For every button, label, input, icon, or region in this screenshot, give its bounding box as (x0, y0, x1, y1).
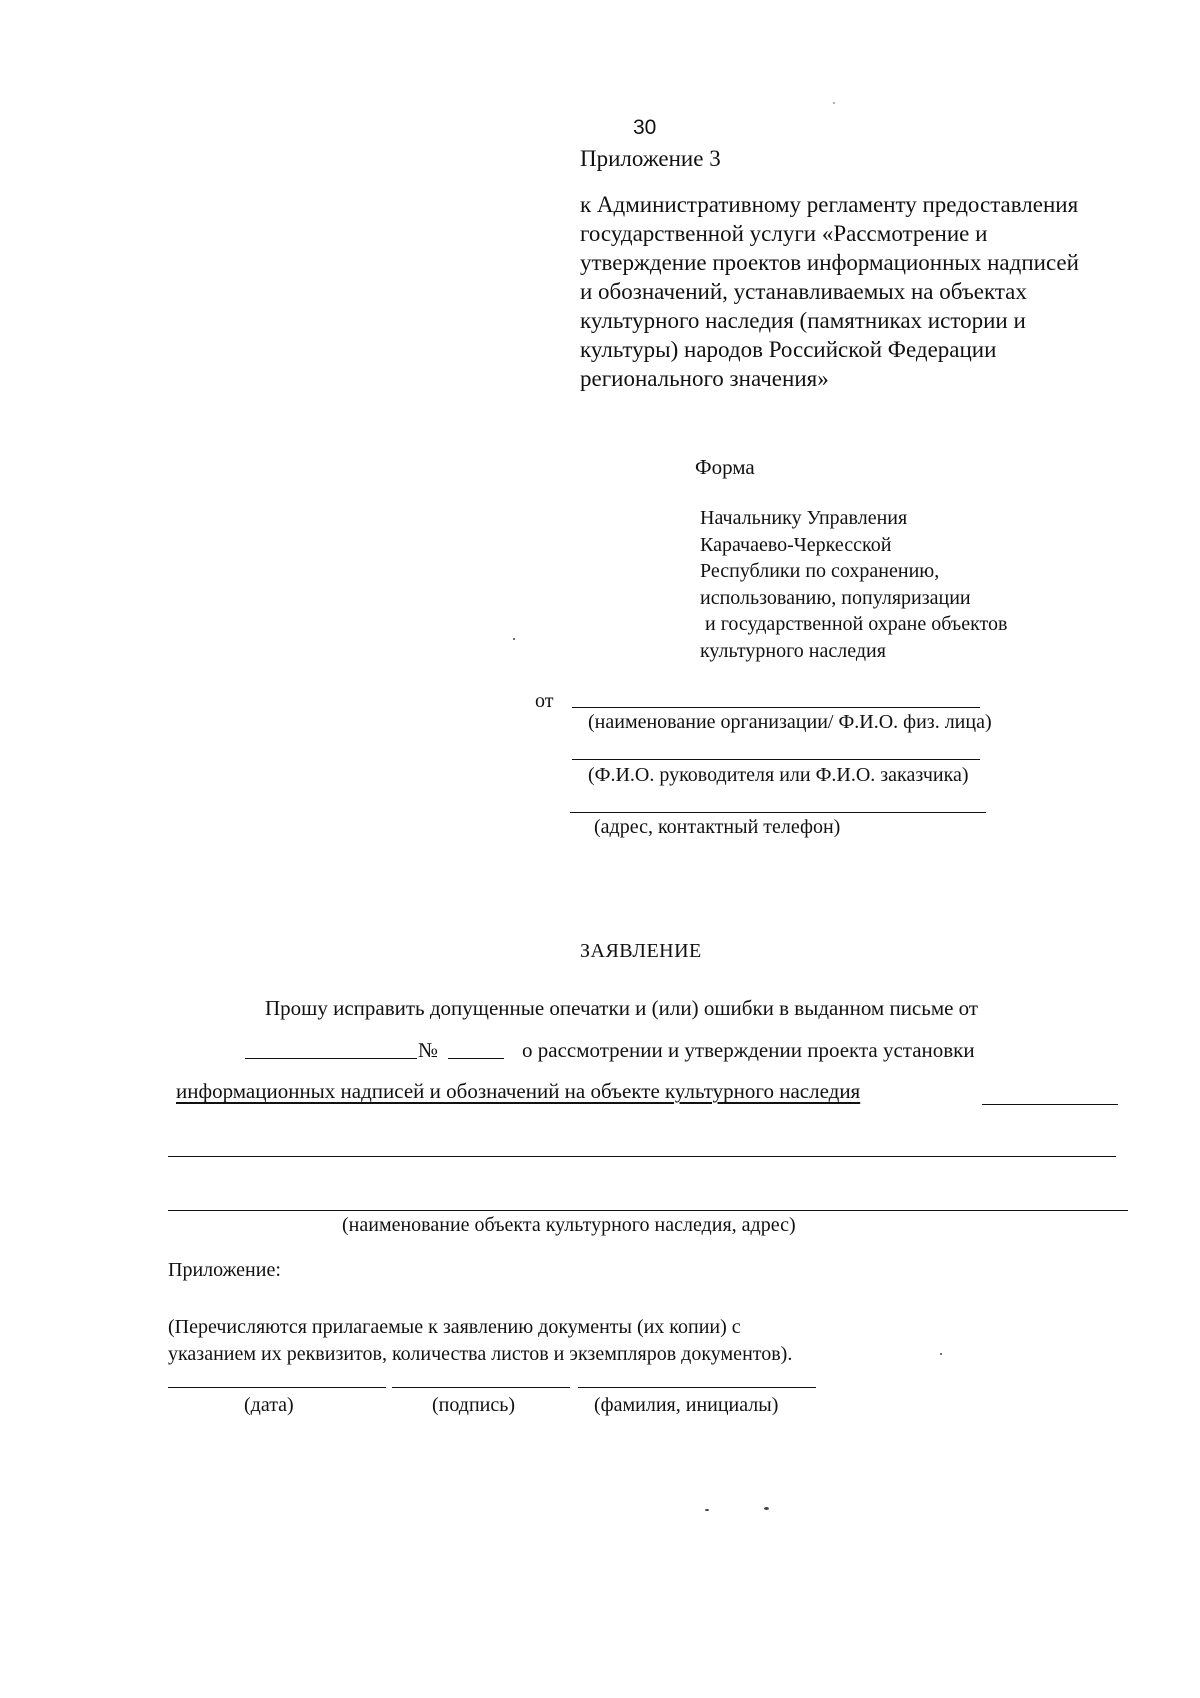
addressee-line: культурного наследия (700, 639, 886, 662)
annex-line: культурного наследия (памятниках истории и (580, 308, 1026, 333)
annex-line: государственной услуги «Рассмотрение и (580, 221, 988, 246)
addressee-line: и государственной охране объектов (700, 613, 1008, 635)
page-number: 30 (633, 116, 657, 139)
sender-org-field[interactable] (572, 707, 980, 708)
scan-speck (940, 1353, 942, 1355)
annex-line: и обозначений, устанавливаемых на объектах (580, 279, 1027, 304)
sender-address-field[interactable] (570, 812, 986, 813)
sender-address-caption: (адрес, контактный телефон) (594, 816, 841, 838)
statement-title: ЗАЯВЛЕНИЕ (580, 940, 702, 962)
addressee-block (700, 505, 1007, 664)
letter-date-field[interactable] (245, 1058, 417, 1059)
object-address-field[interactable] (168, 1210, 1128, 1211)
scan-speck (833, 102, 835, 104)
annex-line: к Административному регламенту предоставления (580, 192, 1079, 217)
appendix-description (168, 1314, 792, 1368)
appendix-line: указанием их реквизитов, количества листов и экземпляров документов). (168, 1343, 793, 1365)
annex-reference (580, 190, 1120, 393)
appendix-line: (Перечисляются прилагаемые к заявлению документы (их копии) с (168, 1316, 741, 1338)
object-name-field[interactable] (982, 1104, 1118, 1105)
signature-caption: (подпись) (432, 1394, 516, 1416)
sender-head-caption: (Ф.И.О. руководителя или Ф.И.О. заказчика) (588, 764, 969, 786)
date-caption: (дата) (244, 1394, 294, 1416)
addressee-line: использованию, популяризации (700, 586, 971, 609)
addressee-line: Карачаево-Черкесской (700, 533, 892, 556)
object-caption: (наименование объекта культурного наследия, адрес) (342, 1214, 796, 1236)
scan-speck (705, 1509, 709, 1511)
statement-line-3: информационных надписей и обозначений на объекте культурного наследия (176, 1079, 861, 1103)
scan-speck (513, 638, 515, 640)
date-field[interactable] (168, 1387, 386, 1388)
annex-line: культуры) народов Российской Федерации (580, 337, 997, 362)
sender-head-field[interactable] (572, 759, 980, 760)
object-name-field-2[interactable] (168, 1156, 1116, 1157)
appendix-label: Приложение: (168, 1259, 281, 1281)
name-field[interactable] (578, 1387, 816, 1388)
name-caption: (фамилия, инициалы) (594, 1394, 779, 1416)
number-sign: № (418, 1038, 439, 1062)
scan-speck (764, 1507, 769, 1510)
annex-line: регионального значения» (580, 366, 829, 391)
sender-org-caption: (наименование организации/ Ф.И.О. физ. лица) (588, 711, 992, 733)
letter-number-field[interactable] (448, 1058, 504, 1059)
statement-line-1: Прошу исправить допущенные опечатки и (или) ошибки в выданном письме от (265, 996, 979, 1020)
addressee-line: Начальнику Управления (700, 507, 908, 529)
from-label: от (535, 690, 554, 712)
addressee-line: Республики по сохранению, (700, 560, 940, 582)
statement-line-2: о рассмотрении и утверждении проекта установки (522, 1038, 975, 1062)
form-label: Форма (695, 455, 755, 479)
signature-field[interactable] (392, 1387, 570, 1388)
annex-line: утверждение проектов информационных надписей (580, 250, 1079, 275)
annex-title: Приложение 3 (580, 146, 721, 171)
